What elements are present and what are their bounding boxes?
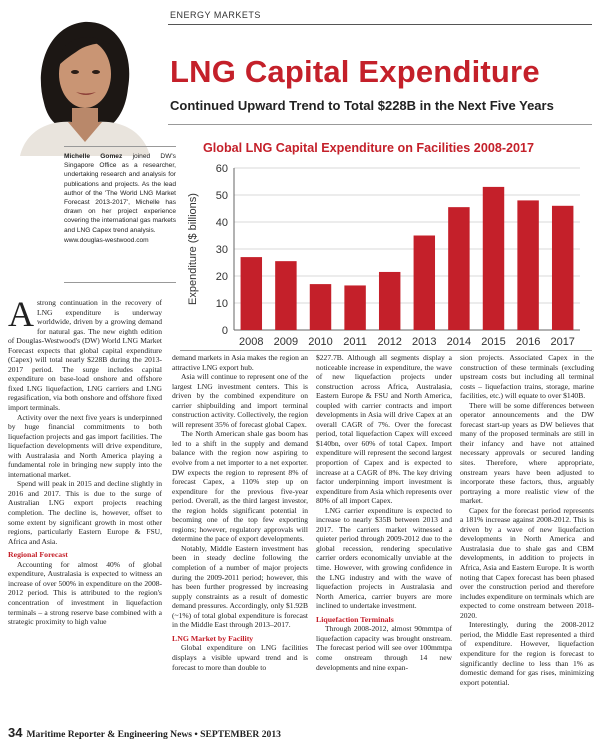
bar [344, 285, 365, 330]
author-bio-text: joined DW's Singapore Office as a researcher, undertaking research and analysis for publications and projects. As the lead author of the 'The World LNG Market Forecast 2013-2017', Michelle has drawn on her project experience covering the international gas markets and LNG Capex trend analysis. [64, 153, 176, 234]
author-url: www.douglas-westwood.com [64, 236, 149, 244]
paragraph: The North American shale gas boom has led to a shift in the supply and demand balance with the region now aspiring to evolve from a net importer to a net exporter. DW expects the region to represent 8% of forecast Capex, a 110% step up on expenditure for the previous five-year period. Overall, as the third largest investor, the region holds significant potential in becoming one of the top few exporting regions; however, regulatory approvals will determine the pace of export developments. [172, 429, 308, 544]
paragraph: Accounting for almost 40% of global expenditure, Australasia is expected to witness an increase of over 500% in expenditure on the 2008-2012 period. This is attributed to the region's concentration of investment in liquefaction terminals – a strong reserve base combined with a strategic proximity to high value [8, 559, 162, 627]
x-tick-label: 2014 [446, 336, 472, 348]
paragraph: Asia will continue to represent one of the largest LNG investment centers. This is driven by the combined expenditure on carrier shipbuilding and import terminal construction activity. Collectively, the region will represent 35% of forecast global Capex. [172, 372, 308, 429]
page-number: 34 [8, 725, 23, 740]
drop-cap: A [8, 294, 34, 334]
y-tick-label: 40 [215, 217, 228, 229]
x-tick-label: 2015 [481, 336, 506, 348]
paragraph: Interestingly, during the 2008-2012 period, the Middle East represented a third of expenditure. However, liquefaction expenditure for the region is forecast to significantly decline to less than 1% as domestic demand for gas rises, minimizing export potential. [460, 620, 594, 687]
bar [241, 257, 262, 330]
bar [275, 261, 296, 330]
y-tick-label: 30 [215, 244, 228, 256]
bar [517, 200, 538, 330]
chart-rule [180, 350, 592, 351]
paragraph: demand markets in Asia makes the region an attractive LNG export hub. [172, 353, 308, 372]
bar-chart [180, 160, 592, 350]
bio-rule-top [64, 146, 176, 147]
paragraph: Through 2008-2012, almost 90mmtpa of liquefaction capacity was brought onstream. The forecast period will see over 100mmtpa come onstream through 14 new developments and nine expan- [316, 624, 452, 672]
y-tick-label: 10 [215, 298, 228, 310]
bar [379, 272, 400, 330]
x-tick-label: 2008 [239, 336, 264, 348]
y-tick-label: 0 [221, 325, 228, 337]
footer-publication: Maritime Reporter & Engineering News • SEPTEMBER 2013 [26, 729, 281, 740]
author-bio [64, 152, 176, 245]
headline: LNG Capital Expenditure [170, 54, 540, 89]
chart-title: Global LNG Capital Expenditure on Facilities 2008-2017 [203, 141, 535, 155]
x-tick-label: 2016 [515, 336, 541, 348]
author-name: Michelle Gomez [64, 153, 123, 160]
x-tick-label: 2017 [550, 336, 575, 348]
page-footer [8, 725, 281, 740]
x-tick-label: 2012 [377, 336, 402, 348]
subheadline: Continued Upward Trend to Total $228B in the Next Five Years [170, 98, 554, 113]
paragraph: Global expenditure on LNG facilities displays a visible upward trend and is forecast to more than double to [172, 643, 308, 672]
x-tick-label: 2009 [273, 336, 299, 348]
x-tick-label: 2013 [412, 336, 437, 348]
paragraph: LNG carrier expenditure is expected to increase to nearly $35B between 2013 and 2017. The carriers market witnessed a quieter period through 2009-2012 due to the global recession, rendering speculative carrier orders economically unviable at the time. However, with growing confidence in the LNG industry and with the wave of liquefaction projects in Australasia and North America, carrier buyers are more inclined to undertake investment. [316, 505, 452, 611]
article-column-2 [172, 353, 308, 672]
author-photo [6, 8, 156, 156]
section-tag: ENERGY MARKETS [170, 10, 261, 20]
article-column-4 [460, 353, 594, 687]
section-heading: Regional Forecast [8, 550, 68, 560]
section-heading: Liquefaction Terminals [316, 614, 394, 624]
bar [414, 236, 435, 331]
y-tick-label: 60 [215, 163, 228, 175]
bar [552, 206, 573, 330]
article-column-1 [8, 294, 162, 627]
paragraph: sion projects. Associated Capex in the construction of these terminals (excluding upstream costs but including all terminal costs – liquefaction trains, storage, marine facilities, etc.) will equate to over $140B. [460, 353, 594, 401]
y-tick-label: 50 [215, 190, 228, 202]
article-column-3 [316, 353, 452, 672]
x-tick-label: 2010 [308, 336, 333, 348]
paragraph: There will be some differences between operator announcements and the DW forecast start-up years as DW believes that many of the proposed terminals are still in their infancy and have not attained necessary approvals or secured landing sites. Therefore, where appropriate, onstream years have been adjusted to incorporate these factors, thus, arguably portraying a more realistic view of the market. [460, 400, 594, 506]
paragraph: Activity over the next five years is underpinned by huge financial commitments to both liquefaction projects and gas import facilities. The liquefaction developments will drive expenditure, with Australasia and North America playing a fundamental role in bringing new supply into the international market. [8, 412, 162, 479]
paragraph: Capex for the forecast period represents a 181% increase against 2008-2012. This is driven by a wave of new liquefaction developments in North America and Australasia due to shale gas and CBM developments, in addition to projects in Africa, Asia and Eastern Europe. It is worth noting that Capex forecast has been phased over the construction period and therefore includes expenditure on terminals which are expected to come onstream between 2018-2020. [460, 505, 594, 620]
bar [310, 284, 331, 330]
bar [448, 207, 469, 330]
bio-rule-bottom [64, 282, 176, 283]
paragraph: strong continuation in the recovery of LNG expenditure is underway worldwide, driven by a growing demand for natural gas. The new eighth edition of Douglas-Westwood's (DW) World LNG Market Forecast expects that global capital expenditure (Capex) will total nearly $228B during the 2013-2017 period. The surge includes capital expenditure on base-load onshore and offshore fixed LNG liquefaction, LNG carriers and LNG regasification, via both onshore and offshore fixed import terminals. [8, 298, 162, 413]
paragraph: Notably, Middle Eastern investment has been in steady decline following the completion of a number of major projects during the 2009-2011 period; however, this has been further progressed by increasing supply constraints as a result of domestic demand pressures. Accordingly, only $1.92B (~1%) of total global expenditure is forecast in the Middle East through 2013–2017. [172, 543, 308, 630]
y-axis-label: Expenditure ($ billions) [187, 193, 199, 305]
y-tick-label: 20 [215, 271, 228, 283]
paragraph: $227.7B. Although all segments display a noticeable increase in expenditure, the wave of new liquefaction projects under construction across Africa, Australasia, Eastern Europe & FSU and North America, coupled with carrier contracts and import developments in Asia will drive Capex at an overall CAGR of 7%. Over the forecast period, total liquefaction Capex will exceed $140bn, over 60% of total Capex. Import expenditure will represent the second largest proportion of Capex and is expected to increase at a CAGR of 8%. The key driving factor underpinning import investment is expenditure from Asia which represents over 80% of all import Capex. [316, 353, 452, 506]
x-tick-label: 2011 [343, 336, 367, 348]
subhead-rule [168, 124, 592, 125]
bar [483, 187, 504, 330]
paragraph: Spend will peak in 2015 and decline slightly in 2016 and 2017. This is due to the surge of Australian LNG export projects reaching completion. The decline is, however, offset to some extent by significant growth in most other regions, particularly Eastern Europe & FSU, Africa and Asia. [8, 479, 162, 546]
article-intro [8, 294, 162, 413]
section-heading: LNG Market by Facility [172, 633, 254, 643]
top-rule [168, 24, 592, 25]
